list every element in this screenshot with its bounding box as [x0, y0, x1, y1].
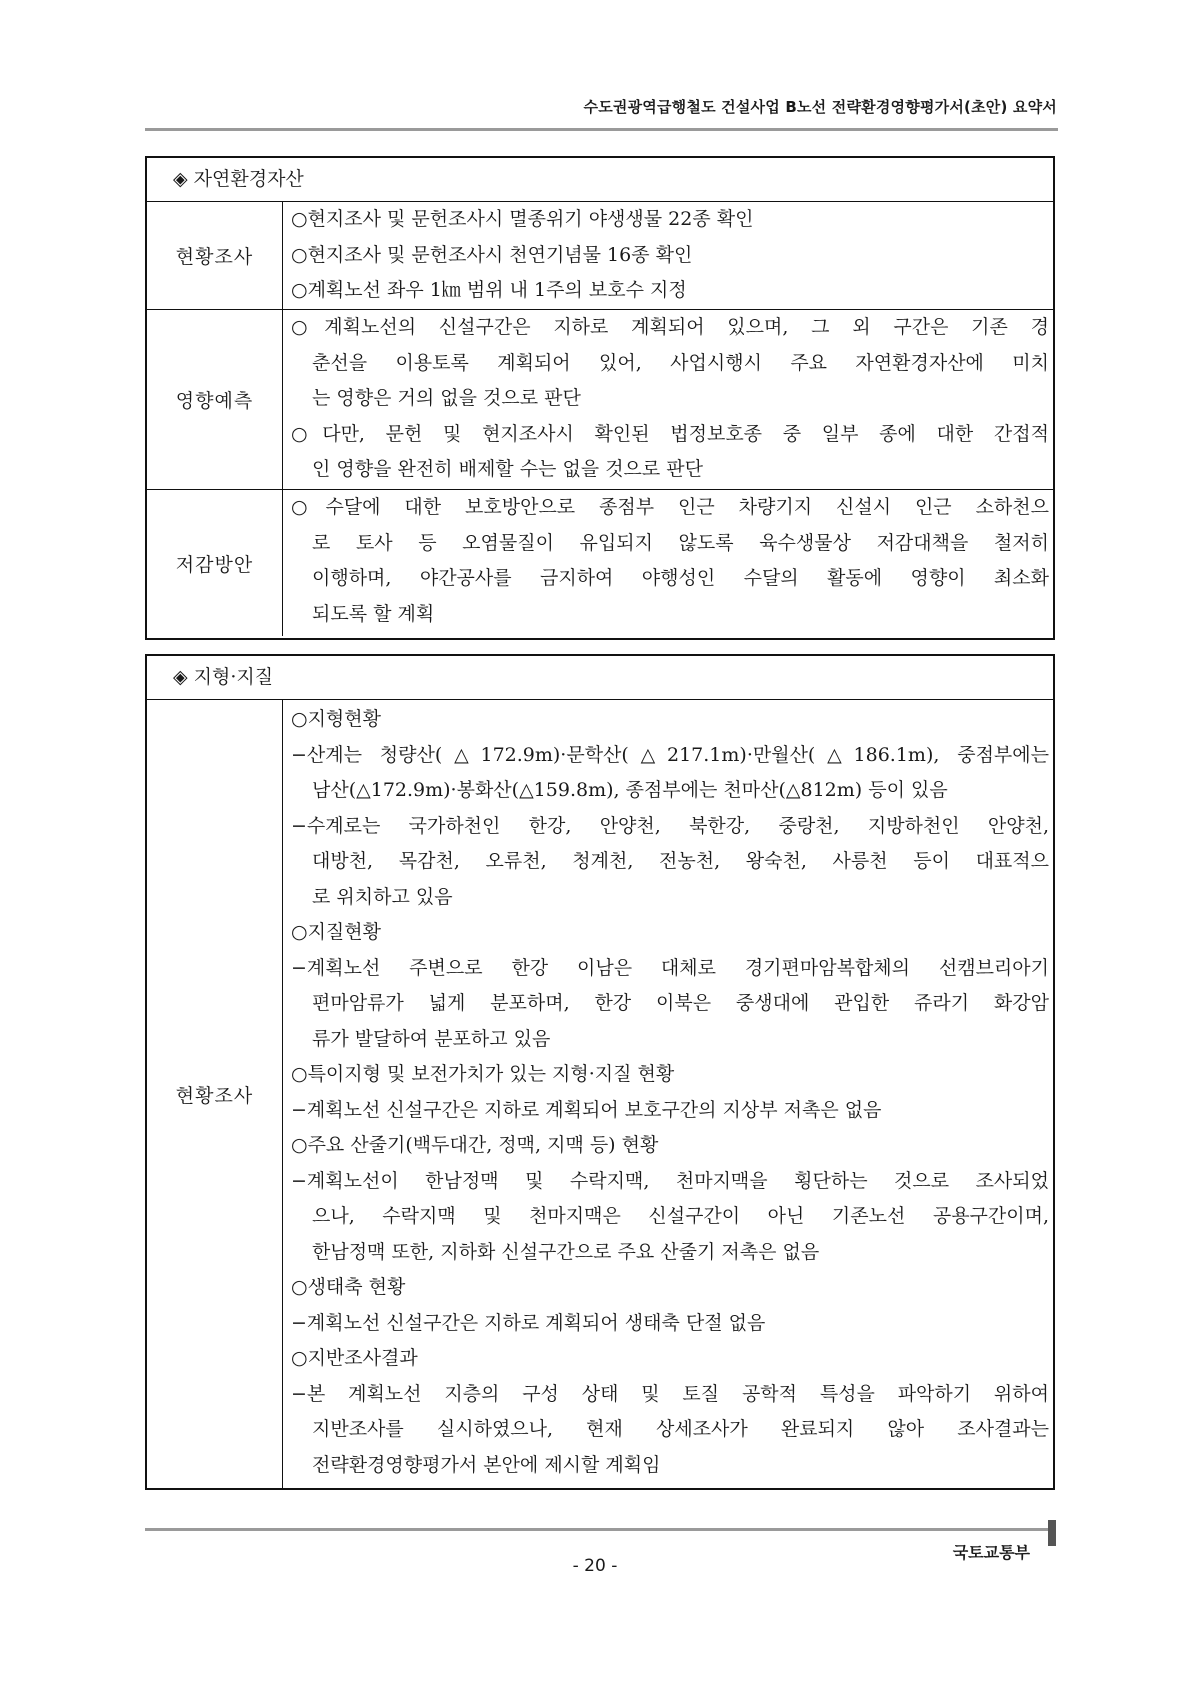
continuation-line: 로 토사 등 오염물질이 유입되지 않도록 육수생물상 저감대책을 철저히	[312, 531, 1049, 554]
section-title: ◈ 지형·지질	[147, 656, 1053, 700]
continuation-line: 되도록 할 계획	[312, 602, 435, 625]
bullet-line: ○특이지형 및 보전가치가 있는 지형·지질 현황	[291, 1063, 675, 1085]
bullet-line: ○다만, 문헌 및 현지조사시 확인된 법정보호종 중 일부 종에 대한 간접적	[291, 422, 1049, 445]
bullet-line: ○현지조사 및 문헌조사시 천연기념물 16종 확인	[291, 243, 693, 266]
continuation-line: 한남정맥 또한, 지하화 신설구간으로 주요 산줄기 저촉은 없음	[312, 1240, 820, 1263]
dash-line: −수계로는 국가하천인 한강, 안양천, 북한강, 중랑천, 지방하천인 안양천,	[291, 814, 1049, 837]
continuation-line: 전략환경영향평가서 본안에 제시할 계획임	[312, 1453, 661, 1476]
row-content	[283, 490, 1053, 636]
bullet-line: ○주요 산줄기(백두대간, 정맥, 지맥 등) 현황	[291, 1134, 659, 1156]
continuation-line: 로 위치하고 있음	[312, 885, 453, 908]
bullet-line: ○계획노선의 신설구간은 지하로 계획되어 있으며, 그 외 구간은 기존 경	[291, 316, 1049, 338]
footer-accent-bar	[1048, 1520, 1056, 1546]
bullet-line: ○현지조사 및 문헌조사시 멸종위기 야생생물 22종 확인	[291, 208, 754, 230]
row-content	[283, 202, 1053, 309]
table-row-mitigation	[147, 490, 1053, 636]
row-content	[283, 700, 1053, 1488]
continuation-line: 춘선을 이용토록 계획되어 있어, 사업시행시 주요 자연환경자산에 미치	[312, 351, 1049, 374]
dash-line: −계획노선이 한남정맥 및 수락지맥, 천마지맥을 횡단하는 것으로 조사되었	[291, 1169, 1049, 1192]
row-label: 영향예측	[147, 310, 283, 489]
dash-line: −계획노선 신설구간은 지하로 계획되어 생태축 단절 없음	[291, 1311, 766, 1334]
bullet-line: ○지형현황	[291, 708, 381, 730]
document-header-title: 수도권광역급행철도 건설사업 B노선 전략환경영향평가서(초안) 요약서	[583, 98, 1057, 116]
row-content	[283, 310, 1053, 489]
bullet-line: ○지질현황	[291, 921, 381, 943]
dash-line: −산계는 청량산(△172.9m)·문학산(△217.1m)·만월산(△186.1m), 중점부에는	[291, 743, 1049, 766]
row-label: 현황조사	[147, 202, 283, 309]
table-row-survey	[147, 202, 1053, 310]
continuation-line: 지반조사를 실시하였으나, 현재 상세조사가 완료되지 않아 조사결과는	[312, 1418, 1049, 1440]
page-number: - 20 -	[572, 1556, 618, 1576]
row-label: 저감방안	[147, 490, 283, 636]
section-title: ◈ 자연환경자산	[147, 158, 1053, 202]
continuation-line: 대방천, 목감천, 오류천, 청계천, 전농천, 왕숙천, 사릉천 등이 대표적으	[312, 850, 1049, 872]
row-label: 현황조사	[147, 700, 283, 1488]
bullet-line: ○수달에 대한 보호방안으로 종점부 인근 차량기지 신설시 인근 소하천으	[291, 496, 1049, 518]
header-divider	[145, 128, 1058, 131]
dash-line: −계획노선 주변으로 한강 이남은 대체로 경기편마암복합체의 선캠브리아기	[291, 956, 1049, 979]
bullet-line: ○지반조사결과	[291, 1347, 418, 1369]
footer-organization: 국토교통부	[952, 1543, 1030, 1562]
dash-line: −본 계획노선 지층의 구성 상태 및 토질 공학적 특성을 파악하기 위하여	[291, 1382, 1049, 1405]
continuation-line: 는 영향은 거의 없을 것으로 판단	[312, 387, 581, 409]
continuation-line: 이행하며, 야간공사를 금지하여 야행성인 수달의 활동에 영향이 최소화	[312, 567, 1049, 589]
table-row-impact-prediction	[147, 310, 1053, 490]
bullet-line: ○계획노선 좌우 1㎞ 범위 내 1주의 보호수 지정	[291, 279, 687, 301]
section-topography-geology	[145, 654, 1055, 1490]
bullet-line: ○생태축 현황	[291, 1276, 406, 1298]
section-natural-environment	[145, 156, 1055, 640]
continuation-line: 남산(△172.9m)·봉화산(△159.8m), 종점부에는 천마산(△812m) 등이 있음	[312, 779, 948, 801]
footer-divider	[145, 1528, 1050, 1531]
dash-line: −계획노선 신설구간은 지하로 계획되어 보호구간의 지상부 저촉은 없음	[291, 1098, 882, 1121]
continuation-line: 류가 발달하여 분포하고 있음	[312, 1027, 551, 1050]
table-row-survey	[147, 700, 1053, 1488]
continuation-line: 인 영향을 완전히 배제할 수는 없을 것으로 판단	[312, 458, 704, 480]
continuation-line: 편마암류가 넓게 분포하며, 한강 이북은 중생대에 관입한 쥬라기 화강암	[312, 992, 1049, 1014]
continuation-line: 으나, 수락지맥 및 천마지맥은 신설구간이 아닌 기존노선 공용구간이며,	[312, 1205, 1049, 1227]
